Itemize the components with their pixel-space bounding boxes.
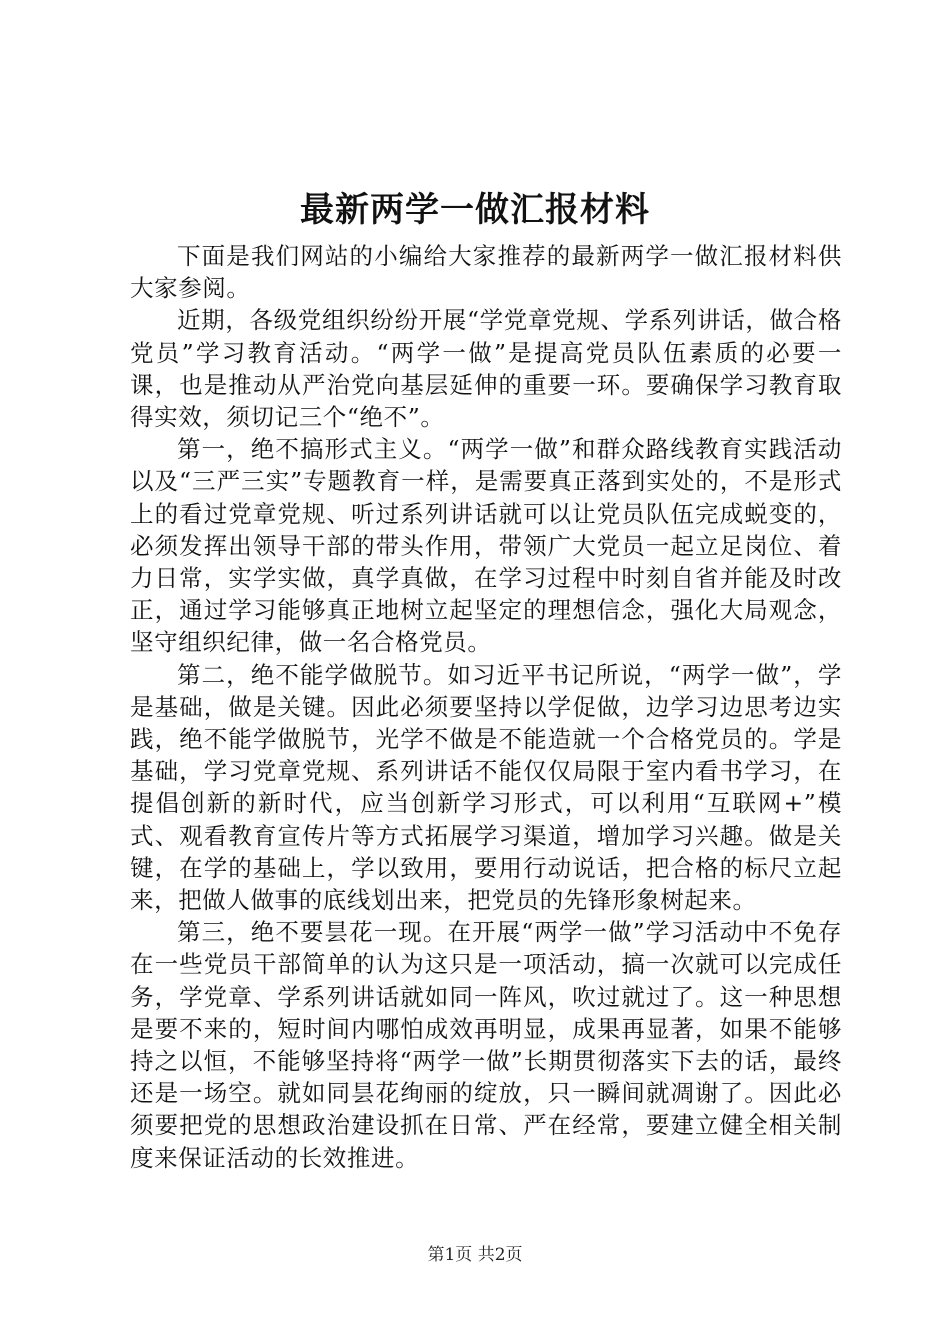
- paragraph-first-point: 第一，绝不搞形式主义。“两学一做”和群众路线教育实践活动以及“三严三实”专题教育一样，是需要真正落到实处的，不是形式上的看过党章党规、听过系列讲话就可以让党员队伍完成蜕变的，必须发挥出领导干部的带头作用，带领广大党员一起立足岗位、着力日常，实学实做，真学真做，在学习过程中时刻自省并能及时改正，通过学习能够真正地树立起坚定的理想信念，强化大局观念，坚守组织纪律，做一名合格党员。: [130, 435, 842, 657]
- page-footer: 第1页 共2页: [427, 1245, 523, 1265]
- document-title: 最新两学一做汇报材料: [300, 190, 650, 230]
- paragraph-intro: 下面是我们网站的小编给大家推荐的最新两学一做汇报材料供大家参阅。: [130, 242, 842, 303]
- paragraph-third-point: 第三，绝不要昙花一现。在开展“两学一做”学习活动中不免存在一些党员干部简单的认为这只是一项活动，搞一次就可以完成任务，学党章、学系列讲话就如同一阵风，吹过就过了。这一种思想是要不来的，短时间内哪怕成效再明显，成果再显著，如果不能够持之以恒，不能够坚持将“两学一做”长期贯彻落实下去的话，最终还是一场空。就如同昙花绚丽的绽放，只一瞬间就凋谢了。因此必须要把党的思想政治建设抓在日常、严在经常，要建立健全相关制度来保证活动的长效推进。: [130, 918, 842, 1172]
- paragraph-background: 近期，各级党组织纷纷开展“学党章党规、学系列讲话，做合格党员”学习教育活动。“两学一做”是提高党员队伍素质的必要一课，也是推动从严治党向基层延伸的重要一环。要确保学习教育取得实效，须切记三个“绝不”。: [130, 306, 842, 432]
- document-body: [130, 240, 842, 1174]
- paragraph-second-point: 第二，绝不能学做脱节。如习近平书记所说，“两学一做”，学是基础，做是关键。因此必须要坚持以学促做，边学习边思考边实践，绝不能学做脱节，光学不做是不能造就一个合格党员的。学是基础，学习党章党规、系列讲话不能仅仅局限于室内看书学习，在提倡创新的新时代，应当创新学习形式，可以利用“互联网+”模式、观看教育宣传片等方式拓展学习渠道，增加学习兴趣。做是关键，在学的基础上，学以致用，要用行动说话，把合格的标尺立起来，把做人做事的底线划出来，把党员的先锋形象树起来。: [130, 660, 842, 915]
